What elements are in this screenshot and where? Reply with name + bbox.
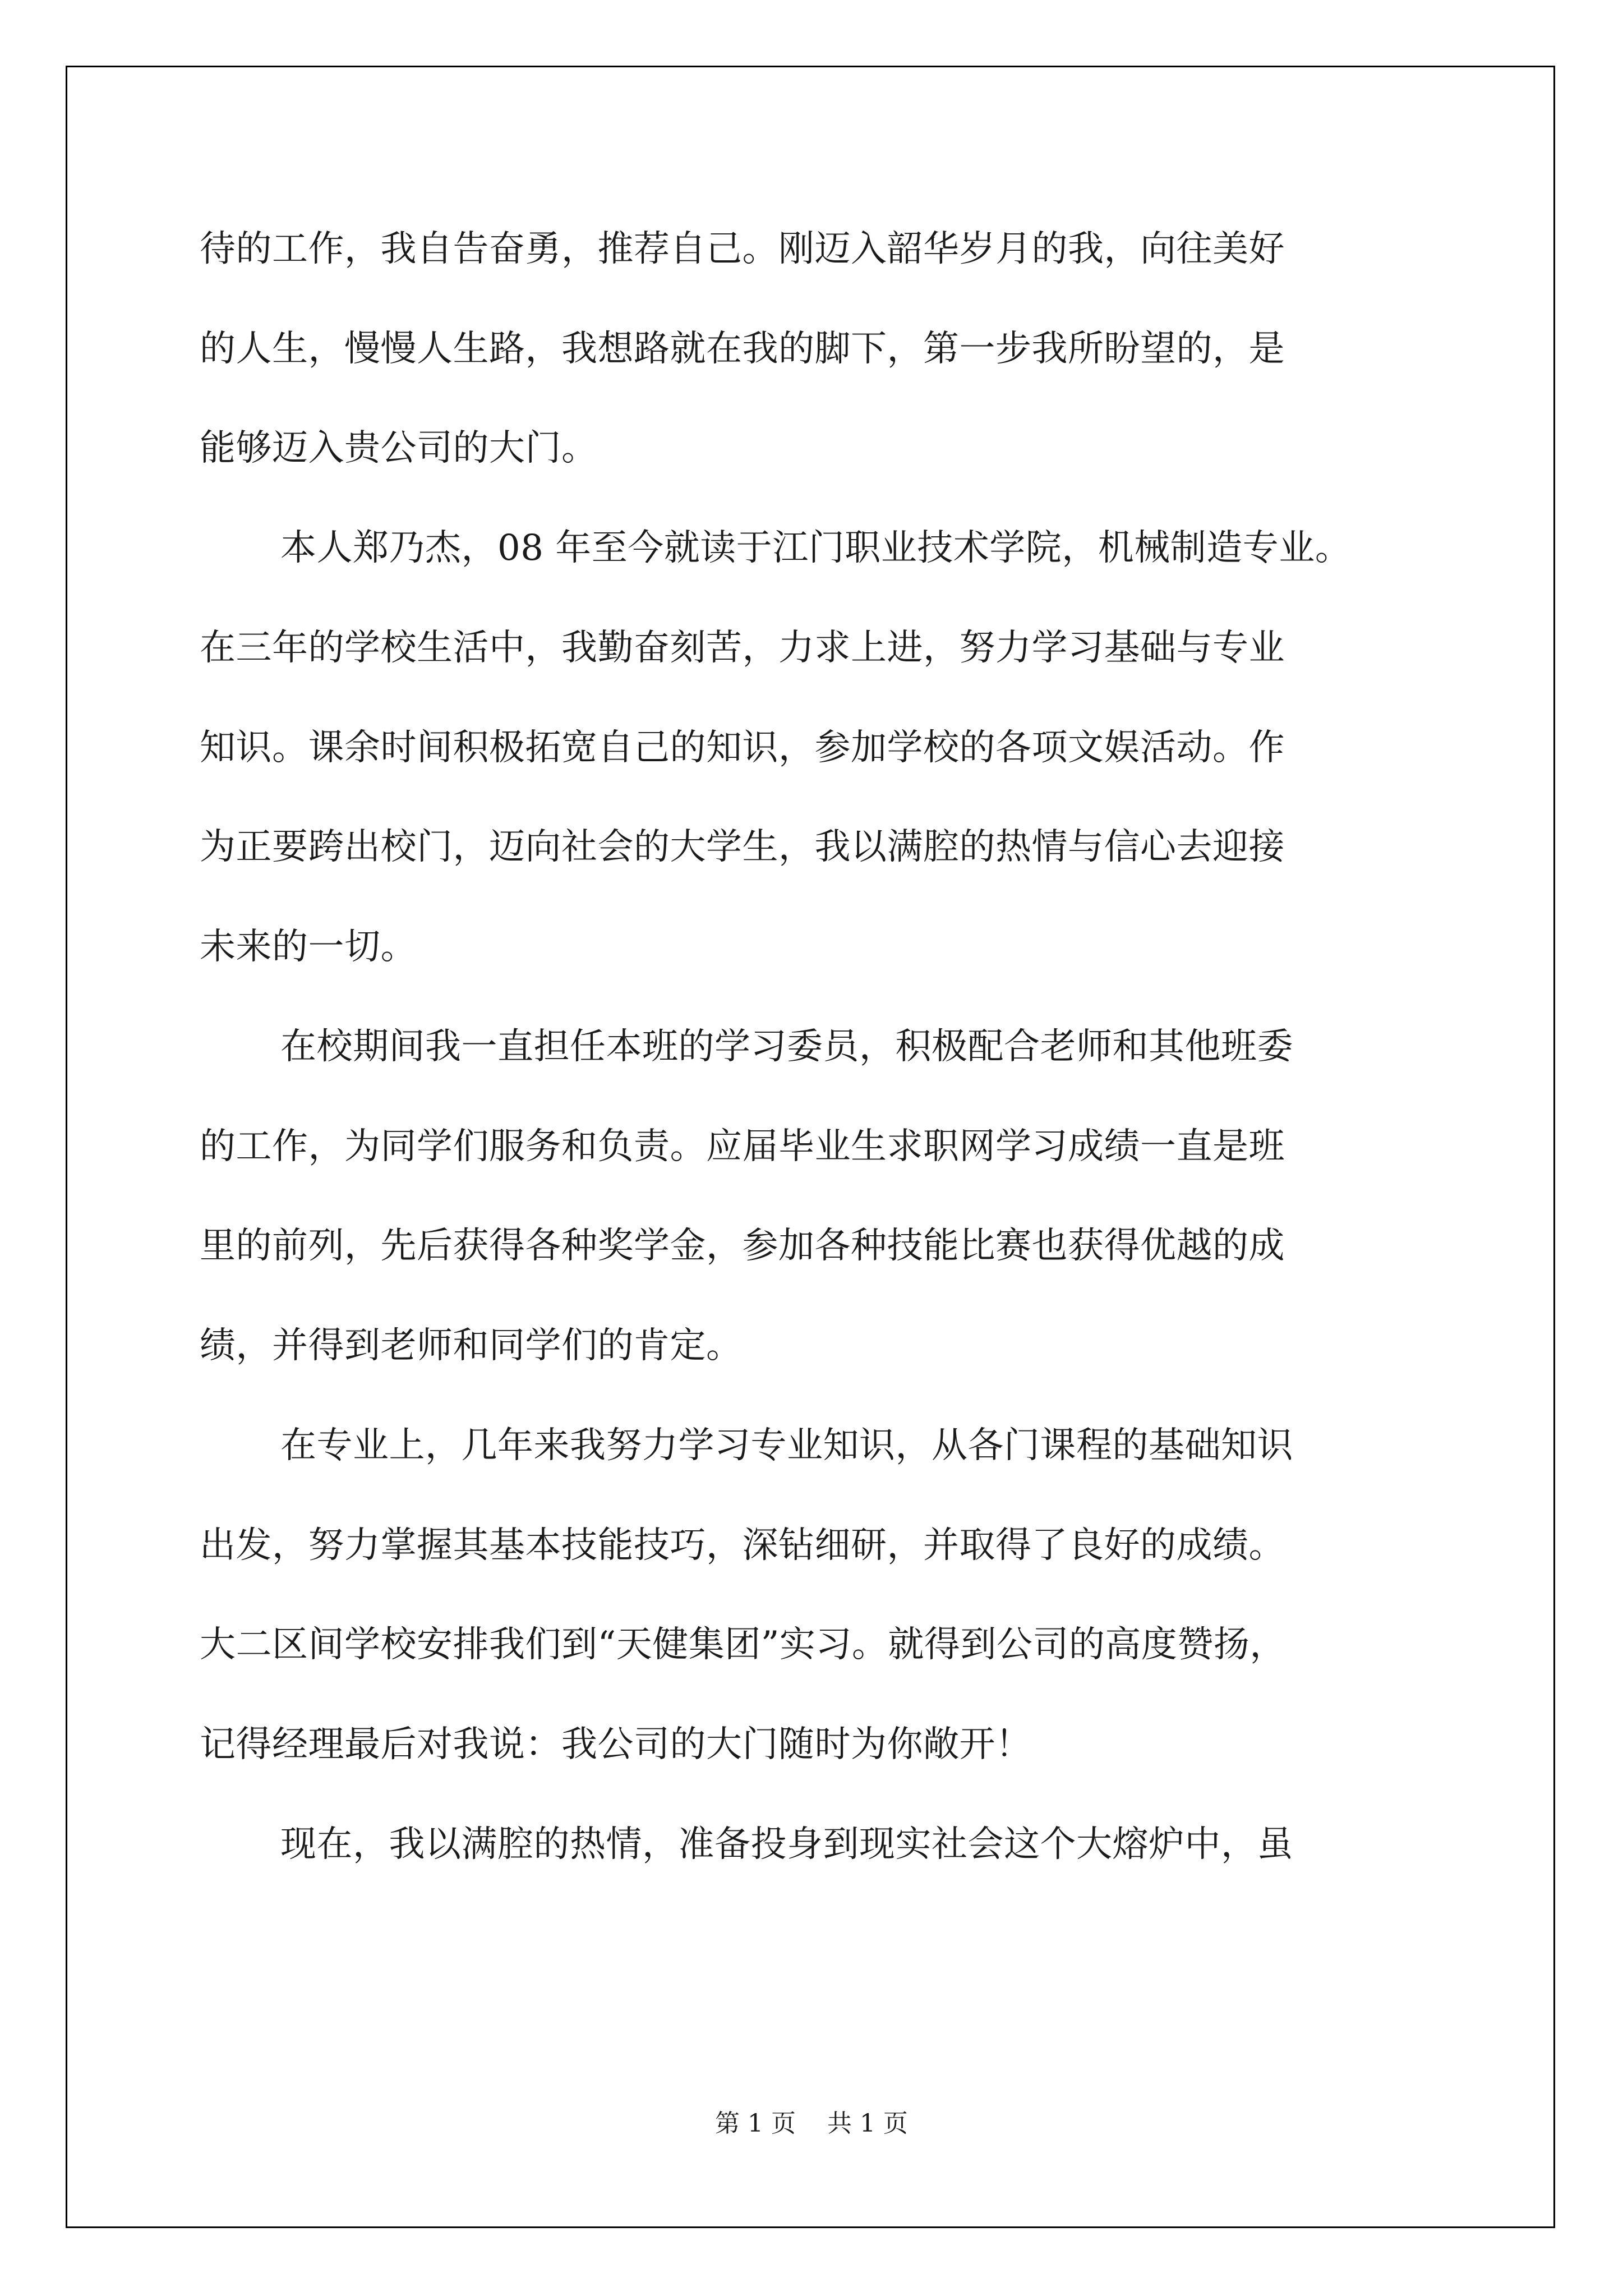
text-line-8: 未来的一切。 [200, 926, 417, 968]
text-line-17: 现在，我以满腔的热情，准备投身到现实社会这个大熔炉中，虽 [280, 1824, 1293, 1865]
text-line-10: 的工作，为同学们服务和负责。应届毕业生求职网学习成绩一直是班 [200, 1126, 1285, 1167]
text-line-7: 为正要跨出校门，迈向社会的大学生，我以满腔的热情与信心去迎接 [200, 826, 1285, 868]
text-line-4: 本人郑乃杰，08 年至今就读于江门职业技术学院，机械制造专业。 [280, 527, 1352, 569]
text-line-16: 记得经理最后对我说：我公司的大门随时为你敞开！ [200, 1724, 1032, 1765]
page-number-footer: 第 1 页 共 1 页 [715, 2109, 908, 2138]
text-line-5: 在三年的学校生活中，我勤奋刻苦，力求上进，努力学习基础与专业 [200, 627, 1285, 669]
text-line-6: 知识。课余时间积极拓宽自己的知识，参加学校的各项文娱活动。作 [200, 727, 1285, 769]
text-line-3: 能够迈入贵公司的大门。 [200, 427, 598, 469]
text-line-15: 大二区间学校安排我们到“天健集团”实习。就得到公司的高度赞扬， [200, 1624, 1286, 1665]
text-line-12: 绩，并得到老师和同学们的肯定。 [200, 1325, 743, 1366]
text-line-2: 的人生，慢慢人生路，我想路就在我的脚下，第一步我所盼望的，是 [200, 328, 1285, 370]
text-line-13: 在专业上，几年来我努力学习专业知识，从各门课程的基础知识 [280, 1425, 1293, 1466]
text-line-1: 待的工作，我自告奋勇，推荐自己。刚迈入韶华岁月的我，向往美好 [200, 228, 1285, 270]
text-line-11: 里的前列，先后获得各种奖学金，参加各种技能比赛也获得优越的成 [200, 1225, 1285, 1267]
text-line-14: 出发，努力掌握其基本技能技巧，深钻细研，并取得了良好的成绩。 [200, 1525, 1285, 1566]
text-line-9: 在校期间我一直担任本班的学习委员，积极配合老师和其他班委 [280, 1026, 1293, 1068]
